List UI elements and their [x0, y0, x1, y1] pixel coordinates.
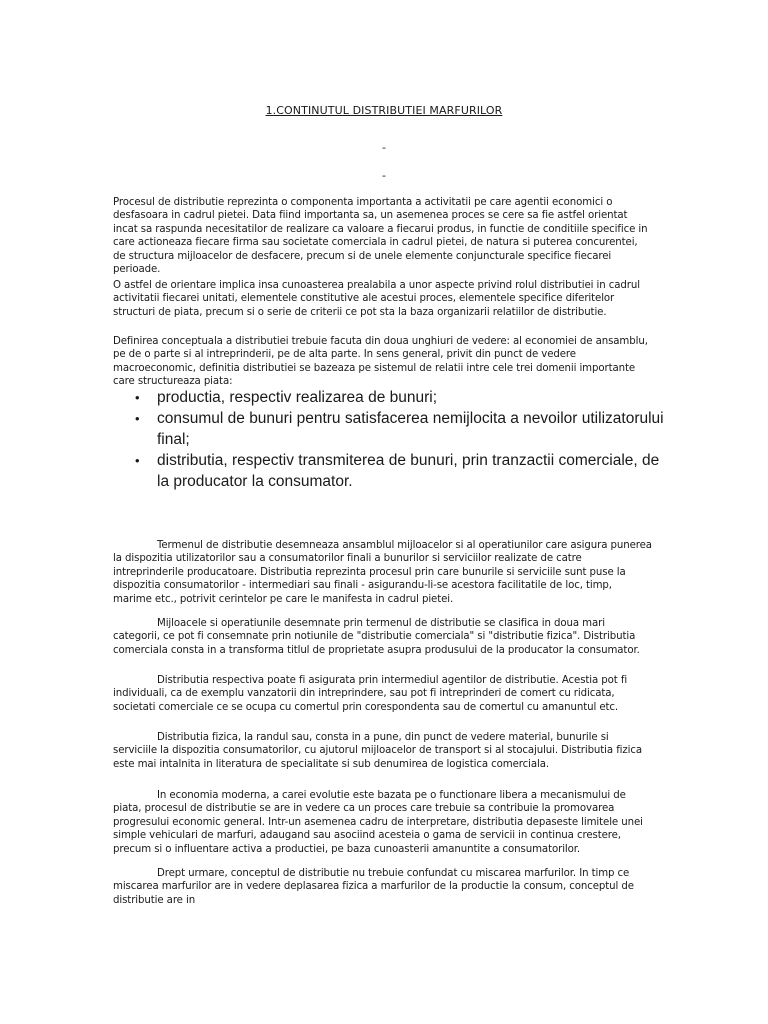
- bullet-icon: •: [135, 453, 140, 468]
- paragraph: Termenul de distributie desemneaza ansamblul mijloacelor si al operatiunilor care asigura punerea la dispozitia utilizatorilor sau a consumatorilor finali a bunurilor si serviciilor realizate de catre intreprinderile producatoare. Distributia reprezinta procesul prin care bunurile si serviciile sunt puse la dispozitia consumatorilor - intermediari sau finali - asigurandu-li-se acestora facilitatile de loc, timp, marime etc., potrivit cerintelor pe care le manifesta in cadrul pietei.: [113, 540, 652, 605]
- dash-marker: -: [382, 141, 386, 154]
- list-item-text: productia, respectiv realizarea de bunuri;: [157, 389, 438, 406]
- list-item: [113, 408, 673, 450]
- paragraph: Drept urmare, conceptul de distributie nu trebuie confundat cu miscarea marfurilor. In timp ce miscarea marfurilor are in vedere deplasarea fizica a marfurilor de la productie la consum, conceptul de distributie are in: [113, 868, 634, 906]
- bullet-list: [113, 387, 673, 492]
- list-item: [113, 387, 673, 408]
- paragraph: Distributia fizica, la randul sau, consta in a pune, din punct de vedere material, bunurile si serviciile la dispozitia consumatorilor, cu ajutorul mijloacelor de transport si al stocajului. Distributia fizica este mai intalnita in literatura de specialitate si sub denumirea de logistica comerciala.: [113, 732, 643, 770]
- document-title: 1.CONTINUTUL DISTRIBUTIEI MARFURILOR: [265, 104, 503, 117]
- bullet-icon: •: [135, 411, 140, 426]
- list-item-text: distributia, respectiv transmiterea de bunuri, prin tranzactii comerciale, de la producator la consumator.: [157, 452, 660, 490]
- paragraph: Definirea conceptuala a distributiei trebuie facuta din doua unghiuri de vedere: al economiei de ansamblu, pe de o parte si al intreprinderii, pe de alta parte. In sens general, privit din punct de vedere macroeconomic, definitia distributiei se bazeaza pe sistemul de relatii intre cele trei domenii importante care structureaza piata:: [113, 336, 648, 388]
- paragraph: Procesul de distributie reprezinta o componenta importanta a activitatii pe care agentii economici o desfasoara in cadrul pietei. Data fiind importanta sa, un asemenea proces se cere sa fie astfel orientat incat sa raspunda necesitatilor de realizare ca valoare a fiecarui produs, in functie de conditiile specifice in care actioneaza fiecare firma sau societate comerciala in cadrul pietei, de natura si puterea concurentei, de structura mijloacelor de desfacere, precum si de unele elemente conjuncturale specifice fiecarei perioade.: [113, 197, 648, 276]
- paragraph: Mijloacele si operatiunile desemnate prin termenul de distributie se clasifica in doua mari categorii, ce pot fi consemnate prin notiunile de "distributie comerciala" si "distributie fizica". Distributia comerciala consta in a transforma titlul de proprietate asupra produsului de la producator la consumator.: [113, 618, 640, 656]
- paragraph: O astfel de orientare implica insa cunoasterea prealabila a unor aspecte privind rolul distributiei in cadrul activitatii fiecarei unitati, elementele constitutive ale acestui proces, elementele specifice diferitelor structuri de piata, precum si o serie de criterii ce pot sta la baza organizarii relatiilor de distributie.: [113, 280, 640, 318]
- paragraph: In economia moderna, a carei evolutie este bazata pe o functionare libera a mecanismului de piata, procesul de distributie se are in vedere ca un proces care trebuie sa contribuie la promovarea progresului economic general. Intr-un asemenea cadru de interpretare, distributia depaseste limitele unei simple vehiculari de marfuri, adaugand sau asociind acesteia o gama de servicii in continua crestere, precum si o influentare activa a productiei, pe baza cunoasterii amanuntite a consumatorilor.: [113, 790, 643, 855]
- list-item-text: consumul de bunuri pentru satisfacerea nemijlocita a nevoilor utilizatorului final;: [157, 410, 664, 448]
- list-item: [113, 450, 673, 492]
- bullet-icon: •: [135, 390, 140, 405]
- paragraph: Distributia respectiva poate fi asigurata prin intermediul agentilor de distributie. Acestia pot fi individuali, ca de exemplu vanzatorii din intreprindere, sau pot fi intreprinderi de comert cu ridicata, societati comerciale ce se ocupa cu comertul prin corespondenta sau de comertul cu amanuntul etc.: [113, 675, 628, 713]
- dash-marker: -: [382, 169, 386, 182]
